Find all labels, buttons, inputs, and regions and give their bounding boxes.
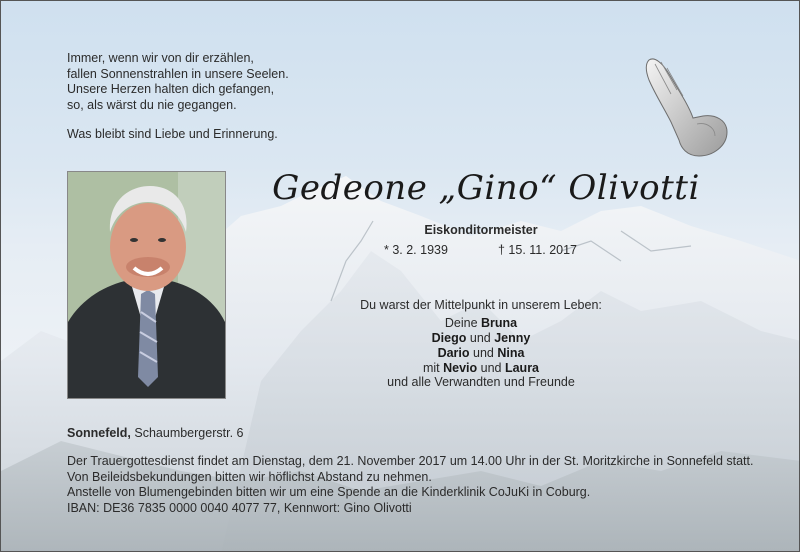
mourner-name: Nevio — [443, 361, 478, 375]
mourner-line: mit Nevio und Laura — [422, 361, 540, 375]
mourner-line: Diego und Jenny — [431, 331, 531, 345]
poem-line: so, als wärst du nie gegangen. — [67, 97, 237, 112]
poem-line: Immer, wenn wir von dir erzählen, — [67, 51, 254, 65]
mourner-name: Diego — [431, 331, 467, 345]
address-street: Schaumbergerstr. 6 — [130, 426, 244, 440]
portrait-photo — [67, 171, 226, 399]
profession: Eiskonditormeister — [424, 223, 538, 237]
mourners-intro: Du warst der Mittelpunkt in unserem Leben: — [360, 298, 602, 312]
mourner-line: Deine Bruna — [444, 316, 518, 330]
address-town: Sonnefeld, — [67, 426, 131, 440]
poem-line: Unsere Herzen halten dich gefangen, — [67, 82, 275, 96]
mourner-line: und alle Verwandten und Freunde — [387, 375, 575, 389]
address — [67, 426, 243, 442]
mourner-name: Jenny — [494, 331, 531, 345]
birth-date: * 3. 2. 1939 — [384, 243, 448, 257]
praying-hands-icon — [641, 56, 731, 161]
mourner-name: Bruna — [481, 316, 518, 330]
service-notices — [67, 454, 767, 516]
poem-line: fallen Sonnenstrahlen in unsere Seelen. — [67, 66, 289, 81]
poem-line: Was bleibt sind Liebe und Erinnerung. — [67, 127, 278, 141]
death-date: † 15. 11. 2017 — [498, 243, 578, 257]
notice-line: IBAN: DE36 7835 0000 0040 4077 77, Kennwort: Gino Olivotti — [67, 500, 412, 515]
mourner-name: Dario — [437, 346, 470, 360]
notice-line: Der Trauergottesdienst findet am Dienstag, dem 21. November 2017 um 14.00 Uhr in der St. Moritzkirche in Sonnefeld statt. — [67, 454, 754, 468]
poem — [67, 51, 289, 143]
notice-line: Von Beileidsbekundungen bitten wir höflichst Abstand zu nehmen. — [67, 469, 432, 484]
notice-line: Anstelle von Blumengebinden bitten wir um eine Spende an die Kinderklinik CoJuKi in Coburg. — [67, 485, 591, 499]
mourner-line: Dario und Nina — [437, 346, 525, 360]
mourner-name: Nina — [497, 346, 525, 360]
deceased-name: Gedeone „Gino“ Olivotti — [272, 168, 700, 208]
mourner-name: Laura — [504, 361, 540, 375]
